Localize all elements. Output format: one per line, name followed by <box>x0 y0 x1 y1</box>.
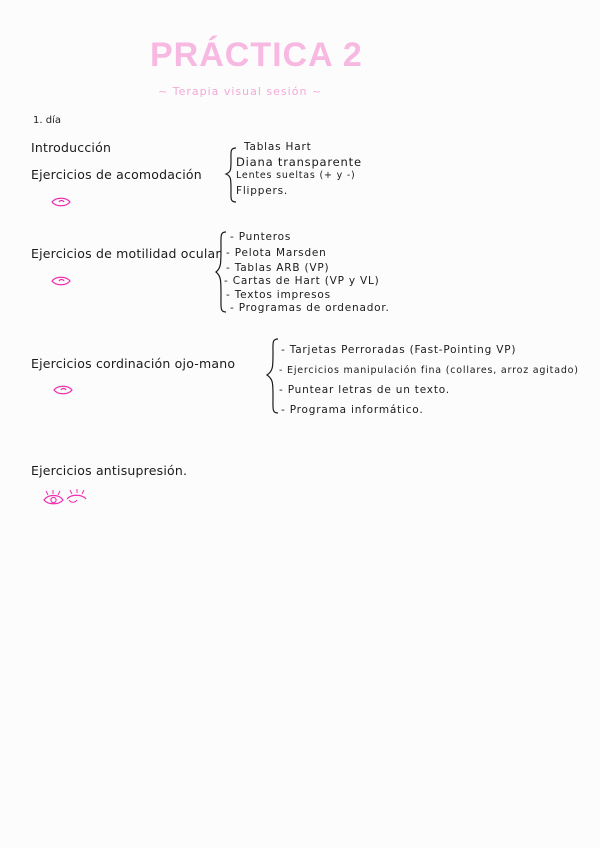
section-motility-heading: Ejercicios de motilidad ocular <box>31 246 221 261</box>
list-item: - Cartas de Hart (VP y VL) <box>224 275 380 287</box>
list-item: - Tablas ARB (VP) <box>226 262 330 274</box>
list-item: Tablas Hart <box>244 141 312 153</box>
list-item: - Textos impresos <box>226 289 331 301</box>
brace <box>264 337 280 415</box>
page-subtitle: ~ Terapia visual sesión ~ <box>158 85 323 98</box>
list-item: - Ejercicios manipulación fina (collares, arroz agitado) <box>279 365 579 376</box>
page-title: PRÁCTICA 2 <box>150 36 363 74</box>
list-item: - Puntear letras de un texto. <box>279 384 450 396</box>
eye-icon <box>53 385 73 395</box>
eye-icon <box>66 488 88 504</box>
list-item: - Pelota Marsden <box>226 247 327 259</box>
list-item: - Punteros <box>230 231 292 243</box>
section-coordination-heading: Ejercicios cordinación ojo-mano <box>31 356 236 371</box>
list-item: - Programas de ordenador. <box>230 302 390 314</box>
list-item: Diana transparente <box>236 155 362 169</box>
list-item: - Programa informático. <box>281 404 424 416</box>
section-intro-heading: Introducción <box>31 140 112 155</box>
eye-icon <box>43 490 65 506</box>
eye-icon <box>51 276 71 286</box>
list-item: - Tarjetas Perroradas (Fast-Pointing VP) <box>281 344 517 356</box>
day-label: 1. día <box>33 115 61 126</box>
list-item: Flippers. <box>236 185 288 197</box>
eye-icon <box>51 197 71 207</box>
section-antisuppression-heading: Ejercicios antisupresión. <box>31 463 188 478</box>
list-item: Lentes sueltas (+ y -) <box>236 170 356 181</box>
section-accommodation-heading: Ejercicios de acomodación <box>31 167 202 182</box>
